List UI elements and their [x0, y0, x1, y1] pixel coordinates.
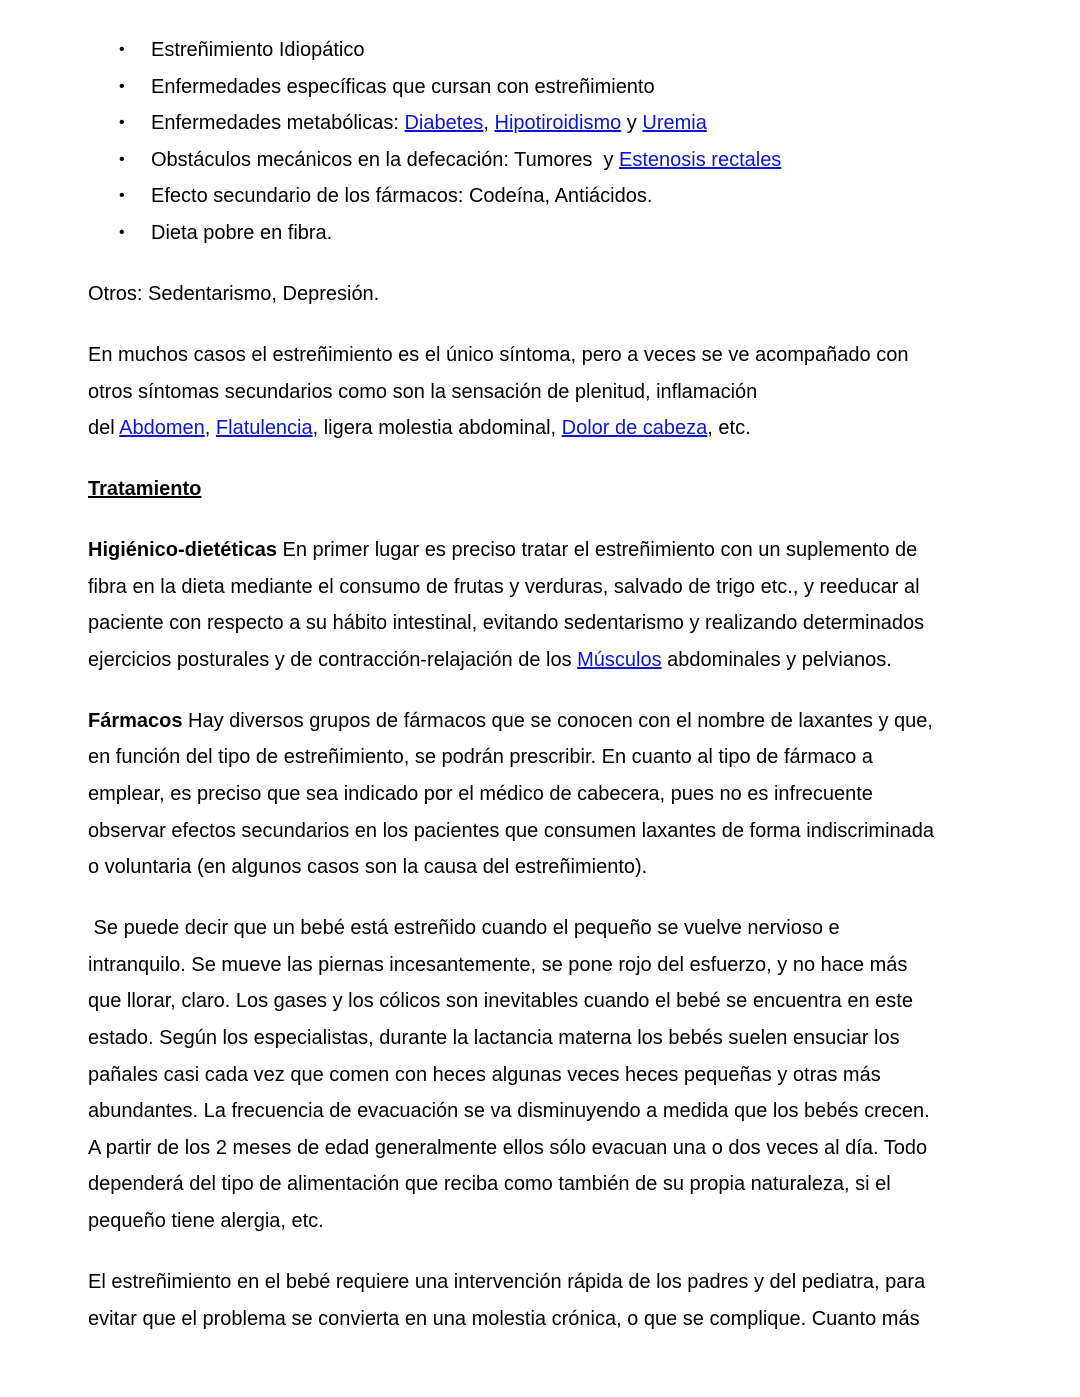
link-estenosis-rectales[interactable]: Estenosis rectales [619, 148, 782, 171]
link-musculos[interactable]: Músculos [577, 648, 662, 671]
text-run: estado. Según los especialistas, durante la lactancia materna los bebés suelen ensuciar los [88, 1027, 900, 1049]
text-run: intranquilo. Se mueve las piernas incesantemente, se pone rojo del esfuerzo, y no hace más [88, 953, 908, 976]
text-line [88, 739, 998, 776]
text-run: Efecto secundario de los fármacos: Codeína, Antiácidos. [151, 185, 653, 208]
paragraph [88, 471, 998, 508]
link-hipotiroidismo[interactable]: Hipotiroidismo [494, 112, 622, 135]
text-line [88, 703, 998, 740]
list-item [88, 142, 998, 179]
list-item [88, 32, 998, 69]
paragraph [88, 532, 998, 678]
text-run: , [204, 417, 216, 440]
text-line [88, 776, 998, 813]
text-run: Dieta pobre en fibra. [151, 221, 333, 244]
text-line [88, 1166, 998, 1203]
bold-label: Higiénico-dietéticas [88, 539, 277, 562]
text-run: Enfermedades metabólicas: [151, 112, 405, 135]
text-run: paciente con respecto a su hábito intestinal, evitando sedentarismo y realizando determinados [88, 612, 925, 635]
text-run: Enfermedades específicas que cursan con estreñimiento [151, 75, 655, 98]
text-run: otros síntomas secundarios como son la sensación de plenitud, inflamación [88, 380, 758, 403]
text-run: pañales casi cada vez que comen con heces algunas veces heces pequeñas y otras más [88, 1063, 881, 1086]
bullet-list [88, 32, 998, 252]
text-run: observar efectos secundarios en los pacientes que consumen laxantes de forma indiscriminada [88, 819, 935, 842]
text-run: Hay diversos grupos de fármacos que se conocen con el nombre de laxantes y que, [182, 709, 933, 732]
text-run: en función del tipo de estreñimiento, se podrán prescribir. En cuanto al tipo de fármaco a [88, 746, 873, 769]
text-line [88, 813, 998, 850]
text-line [88, 532, 998, 569]
list-item [88, 105, 998, 142]
text-run: En primer lugar es preciso tratar el estreñimiento con un suplemento de [276, 539, 918, 562]
text-line [88, 1264, 998, 1301]
text-run: fibra en la dieta mediante el consumo de frutas y verduras, salvado de trigo etc., y reeducar al [88, 575, 920, 598]
paragraph [88, 1264, 998, 1337]
text-line [88, 471, 998, 508]
bullet-icon: • [119, 77, 125, 95]
text-run: En muchos casos el estreñimiento es el único síntoma, pero a veces se ve acompañado con [88, 343, 909, 366]
text-line [88, 1057, 998, 1094]
document-body [88, 32, 998, 1362]
text-run: ejercicios posturales y de contracción-relajación de los [88, 648, 578, 671]
paragraph [88, 337, 998, 447]
bullet-icon: • [119, 187, 125, 205]
list-item [88, 215, 998, 252]
link-dolor-de-cabeza[interactable]: Dolor de cabeza [561, 417, 708, 440]
text-run: , [483, 112, 495, 135]
link-flatulencia[interactable]: Flatulencia [215, 417, 313, 440]
text-run: El estreñimiento en el bebé requiere una intervención rápida de los padres y del pediatra, para [88, 1270, 926, 1293]
text-line [88, 910, 998, 947]
text-run: del [88, 417, 120, 440]
text-run: Otros: Sedentarismo, Depresión. [88, 282, 380, 305]
paragraph [88, 910, 998, 1239]
text-line [88, 276, 998, 313]
bullet-icon: • [119, 41, 125, 58]
section-heading: Tratamiento [88, 478, 202, 501]
paragraph [88, 703, 998, 886]
text-line [88, 1093, 998, 1130]
text-run: , ligera molestia abdominal, [312, 417, 562, 440]
text-run: Se puede decir que un bebé está estreñido cuando el pequeño se vuelve nervioso e [88, 917, 840, 940]
text-run: emplear, es preciso que sea indicado por el médico de cabecera, pues no es infrecuente [88, 783, 873, 806]
text-run: Obstáculos mecánicos en la defecación: Tumores y [151, 148, 620, 171]
text-run: A partir de los 2 meses de edad generalmente ellos sólo evacuan una o dos veces al día. Todo [88, 1136, 928, 1159]
text-line [88, 1301, 998, 1338]
text-line [88, 947, 998, 984]
bullet-icon: • [119, 114, 125, 132]
text-line [88, 337, 998, 374]
text-line [88, 1020, 998, 1057]
text-run: Estreñimiento Idiopático [151, 39, 365, 61]
text-line [88, 605, 998, 642]
bullet-icon: • [119, 223, 125, 241]
list-item [88, 178, 998, 215]
text-run: que llorar, claro. Los gases y los cólicos son inevitables cuando el bebé se encuentra en este [88, 990, 913, 1013]
list-item [88, 69, 998, 106]
bullet-icon: • [119, 150, 125, 168]
text-run: y [621, 112, 643, 135]
text-line [88, 849, 998, 886]
text-line [88, 374, 998, 411]
text-line [88, 983, 998, 1020]
text-run: dependerá del tipo de alimentación que reciba como también de su propia naturaleza, si el [88, 1173, 891, 1196]
text-line [88, 642, 998, 679]
text-run: abdominales y pelvianos. [661, 648, 892, 671]
text-run: abundantes. La frecuencia de evacuación se va disminuyendo a medida que los bebés crecen. [88, 1100, 930, 1123]
text-run: o voluntaria (en algunos casos son la causa del estreñimiento). [88, 856, 648, 879]
bold-label: Fármacos [88, 709, 183, 732]
link-abdomen[interactable]: Abdomen [119, 417, 205, 440]
link-diabetes[interactable]: Diabetes [404, 112, 484, 135]
link-uremia[interactable]: Uremia [642, 112, 707, 135]
text-line [88, 569, 998, 606]
text-run: , etc. [707, 417, 751, 440]
text-run: pequeño tiene alergia, etc. [88, 1209, 324, 1232]
paragraph [88, 276, 998, 313]
text-run: evitar que el problema se convierta en una molestia crónica, o que se complique. Cuanto más [88, 1307, 920, 1330]
text-line [88, 410, 998, 447]
text-line [88, 1130, 998, 1167]
text-line [88, 1203, 998, 1240]
